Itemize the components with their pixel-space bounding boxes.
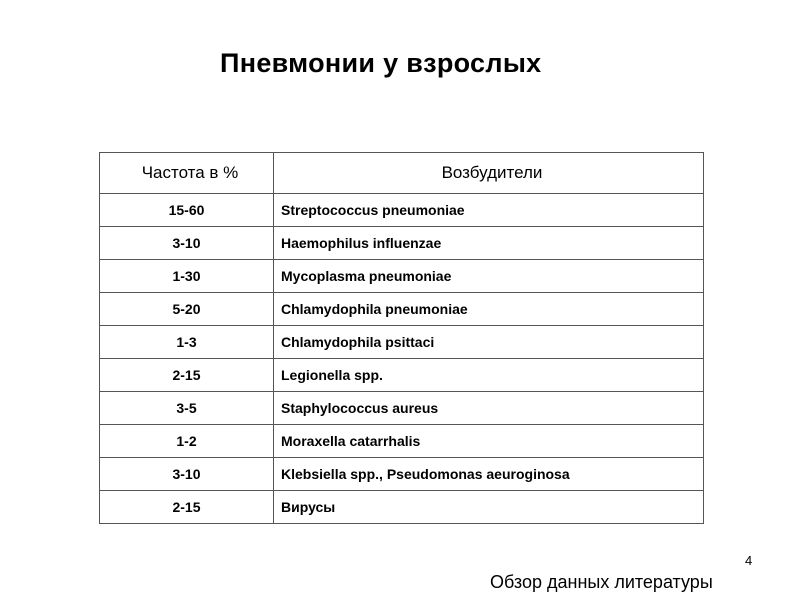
frequency-cell: 2-15 <box>100 491 274 524</box>
frequency-cell: 1-3 <box>100 326 274 359</box>
pathogen-cell: Streptococcus pneumoniae <box>274 194 704 227</box>
pathogen-cell: Legionella spp. <box>274 359 704 392</box>
frequency-cell: 15-60 <box>100 194 274 227</box>
frequency-cell: 1-2 <box>100 425 274 458</box>
table-row <box>100 194 704 227</box>
pathogen-cell: Chlamydophila pneumoniae <box>274 293 704 326</box>
pathogen-cell: Moraxella catarrhalis <box>274 425 704 458</box>
frequency-cell: 3-10 <box>100 458 274 491</box>
footer-caption: Обзор данных литературы <box>490 572 713 592</box>
table-row <box>100 227 704 260</box>
header-frequency: Частота в % <box>100 153 274 194</box>
frequency-cell: 3-10 <box>100 227 274 260</box>
table-row <box>100 425 704 458</box>
table-row <box>100 293 704 326</box>
slide-title: Пневмонии у взрослых <box>220 48 542 78</box>
frequency-cell: 1-30 <box>100 260 274 293</box>
table-row <box>100 359 704 392</box>
table-row <box>100 392 704 425</box>
table-row <box>100 326 704 359</box>
pathogen-cell: Haemophilus influenzae <box>274 227 704 260</box>
table-row <box>100 458 704 491</box>
table-header-row <box>100 153 704 194</box>
table-row <box>100 491 704 524</box>
page-number: 4 <box>745 553 753 568</box>
frequency-cell: 3-5 <box>100 392 274 425</box>
frequency-cell: 2-15 <box>100 359 274 392</box>
pathogen-cell: Chlamydophila psittaci <box>274 326 704 359</box>
pathogen-cell: Staphylococcus aureus <box>274 392 704 425</box>
pathogen-cell: Klebsiella spp., Pseudomonas aeuroginosa <box>274 458 704 491</box>
pathogen-table <box>99 152 704 524</box>
pathogen-cell: Вирусы <box>274 491 704 524</box>
header-pathogens: Возбудители <box>274 153 704 194</box>
pathogen-cell: Mycoplasma pneumoniae <box>274 260 704 293</box>
table-row <box>100 260 704 293</box>
frequency-cell: 5-20 <box>100 293 274 326</box>
